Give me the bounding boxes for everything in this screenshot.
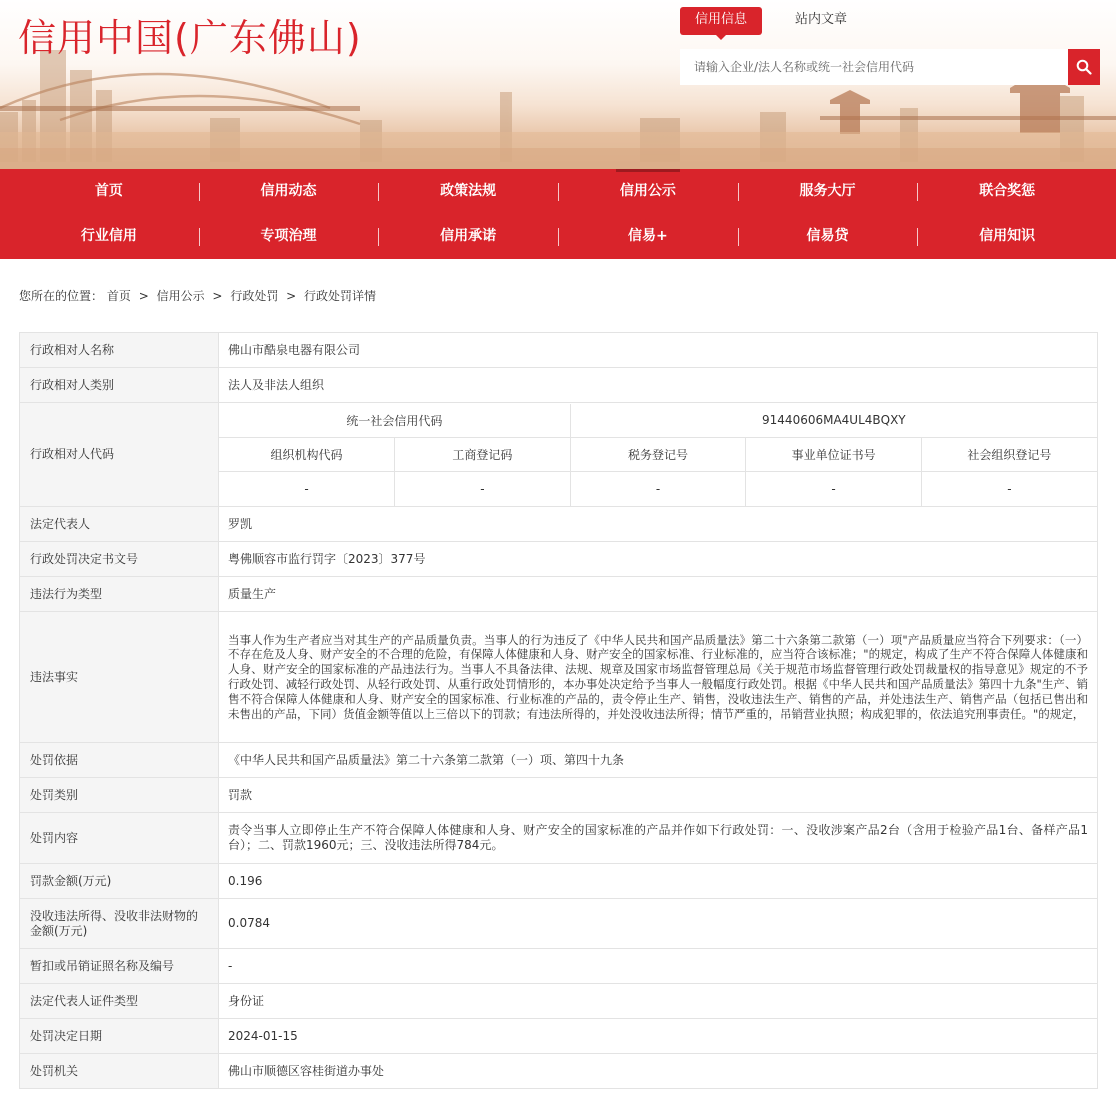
field-value: 粤佛顺容市监行罚字〔2023〕377号 <box>219 542 1098 577</box>
search-tab-credit-info[interactable]: 信用信息 <box>680 7 762 35</box>
nav-item-service-hall[interactable]: 服务大厅 <box>738 169 918 214</box>
field-label: 行政相对人类别 <box>20 368 219 403</box>
field-value: 2024-01-15 <box>219 1019 1098 1054</box>
field-label: 处罚依据 <box>20 743 219 778</box>
field-label: 法定代表人证件类型 <box>20 984 219 1019</box>
field-label: 罚款金额(万元) <box>20 864 219 899</box>
breadcrumb <box>19 287 376 304</box>
field-value: 质量生产 <box>219 577 1098 612</box>
code-subtable <box>219 404 1097 506</box>
table-row <box>20 1054 1098 1089</box>
main-navigation <box>0 169 1116 259</box>
code-header: 税务登记号 <box>570 438 746 472</box>
site-title: 信用中国(广东佛山) <box>18 16 362 60</box>
nav-item-xinyi-plus[interactable]: 信易+ <box>558 214 738 259</box>
field-value: 罗凯 <box>219 507 1098 542</box>
nav-item-credit-news[interactable]: 信用动态 <box>199 169 379 214</box>
code-subtable-cell <box>219 403 1098 507</box>
field-value: 佛山市酷泉电器有限公司 <box>219 333 1098 368</box>
table-row <box>20 368 1098 403</box>
code-value: - <box>219 472 395 506</box>
table-row <box>20 333 1098 368</box>
breadcrumb-credit-publicity[interactable]: 信用公示 <box>156 289 205 303</box>
field-value: - <box>219 949 1098 984</box>
table-row <box>20 1019 1098 1054</box>
field-value: 身份证 <box>219 984 1098 1019</box>
table-row <box>20 577 1098 612</box>
code-header: 工商登记码 <box>395 438 571 472</box>
field-label: 暂扣或吊销证照名称及编号 <box>20 949 219 984</box>
site-banner <box>0 0 1116 169</box>
table-row <box>20 507 1098 542</box>
field-label: 违法行为类型 <box>20 577 219 612</box>
table-row <box>20 984 1098 1019</box>
code-header: 社会组织登记号 <box>921 438 1097 472</box>
breadcrumb-home[interactable]: 首页 <box>106 289 131 303</box>
table-row <box>20 612 1098 743</box>
field-value: 罚款 <box>219 778 1098 813</box>
field-value: 当事人作为生产者应当对其生产的产品质量负责。当事人的行为违反了《中华人民共和国产品质量法》第二十六条第二款第（一）项"产品质量应当符合下列要求：（一）不存在危及人身、财产安全的不合理的危险，有保障人体健康和人身、财产安全的国家标准、行业标准的，应当符合该标准；"的规定，构成了生产不符合保障人体健康和人身、财产安全的国家标准的产品违法行为。当事人不具备法律、法规、规章及国家市场监督管理总局《关于规范市场监督管理行政处罚裁量权的指导意见》规定的不予行政处罚、减轻行政处罚、从轻行政处罚、从重行政处罚情形的，本办事处决定给予当事人一般幅度行政处罚。根据《中华人民共和国产品质量法》第四十九条"生产、销售不符合保障人体健康和人身、财产安全的国家标准、行业标准的产品的，责令停止生产、销售，没收违法生产、销售的产品，并处违法生产、销售产品（包括已售出和未售出的产品，下同）货值金额等值以上三倍以下的罚款；有违法所得的，并处没收违法所得；情节严重的，吊销营业执照；构成犯罪的，依法追究刑事责任。"的规定， <box>219 612 1098 743</box>
breadcrumb-administrative-penalty[interactable]: 行政处罚 <box>230 289 279 303</box>
field-label: 处罚决定日期 <box>20 1019 219 1054</box>
field-label: 处罚类别 <box>20 778 219 813</box>
breadcrumb-separator: > <box>138 289 149 303</box>
table-row <box>20 403 1098 507</box>
nav-item-credit-commitment[interactable]: 信用承诺 <box>378 214 558 259</box>
field-label: 行政处罚决定书文号 <box>20 542 219 577</box>
breadcrumb-separator: > <box>212 289 223 303</box>
field-label: 法定代表人 <box>20 507 219 542</box>
search-tab-site-articles[interactable]: 站内文章 <box>795 12 848 27</box>
uscc-label: 统一社会信用代码 <box>219 404 570 438</box>
nav-item-credit-loan[interactable]: 信易贷 <box>738 214 918 259</box>
field-value: 《中华人民共和国产品质量法》第二十六条第二款第（一）项、第四十九条 <box>219 743 1098 778</box>
field-value: 0.196 <box>219 864 1098 899</box>
nav-row-1 <box>19 169 1097 214</box>
table-row <box>20 864 1098 899</box>
field-label: 处罚机关 <box>20 1054 219 1089</box>
table-row <box>20 899 1098 949</box>
nav-item-joint-rewards-penalties[interactable]: 联合奖惩 <box>917 169 1097 214</box>
code-value: - <box>570 472 746 506</box>
field-label: 行政相对人代码 <box>20 403 219 507</box>
field-value: 责令当事人立即停止生产不符合保障人体健康和人身、财产安全的国家标准的产品并作如下行政处罚：一、没收涉案产品2台（含用于检验产品1台、备样产品1台）；二、罚款1960元；三、没收违法所得784元。 <box>219 813 1098 864</box>
field-value: 0.0784 <box>219 899 1098 949</box>
nav-item-credit-publicity[interactable]: 信用公示 <box>558 169 738 214</box>
code-value: - <box>1007 481 1012 496</box>
nav-item-special-governance[interactable]: 专项治理 <box>199 214 379 259</box>
nav-item-policies[interactable]: 政策法规 <box>378 169 558 214</box>
nav-row-2 <box>19 214 1097 259</box>
search-input[interactable] <box>680 49 1068 85</box>
field-label: 没收违法所得、没收非法财物的金额(万元) <box>20 899 219 949</box>
breadcrumb-current-page: 行政处罚详情 <box>304 289 377 303</box>
code-value: - <box>395 472 571 506</box>
search-tabs <box>680 7 862 35</box>
penalty-detail-table <box>19 332 1098 1089</box>
field-value: 佛山市顺德区容桂街道办事处 <box>219 1054 1098 1089</box>
search-icon <box>1076 59 1092 75</box>
code-header: 事业单位证书号 <box>746 438 922 472</box>
breadcrumb-separator: > <box>286 289 297 303</box>
table-row <box>20 949 1098 984</box>
breadcrumb-prefix: 您所在的位置： <box>19 289 104 303</box>
field-label: 违法事实 <box>20 612 219 743</box>
table-row <box>20 542 1098 577</box>
nav-item-industry-credit[interactable]: 行业信用 <box>80 228 137 244</box>
uscc-value: 91440606MA4UL4BQXY <box>570 404 1097 438</box>
table-row <box>20 743 1098 778</box>
table-row <box>20 813 1098 864</box>
field-label: 行政相对人名称 <box>20 333 219 368</box>
field-label: 处罚内容 <box>20 813 219 864</box>
table-row <box>20 778 1098 813</box>
field-value: 法人及非法人组织 <box>219 368 1098 403</box>
code-header: 组织机构代码 <box>219 438 395 472</box>
code-value: - <box>746 472 922 506</box>
search-button[interactable] <box>1068 49 1100 85</box>
nav-item-home[interactable]: 首页 <box>94 183 123 199</box>
nav-item-credit-knowledge[interactable]: 信用知识 <box>917 214 1097 259</box>
